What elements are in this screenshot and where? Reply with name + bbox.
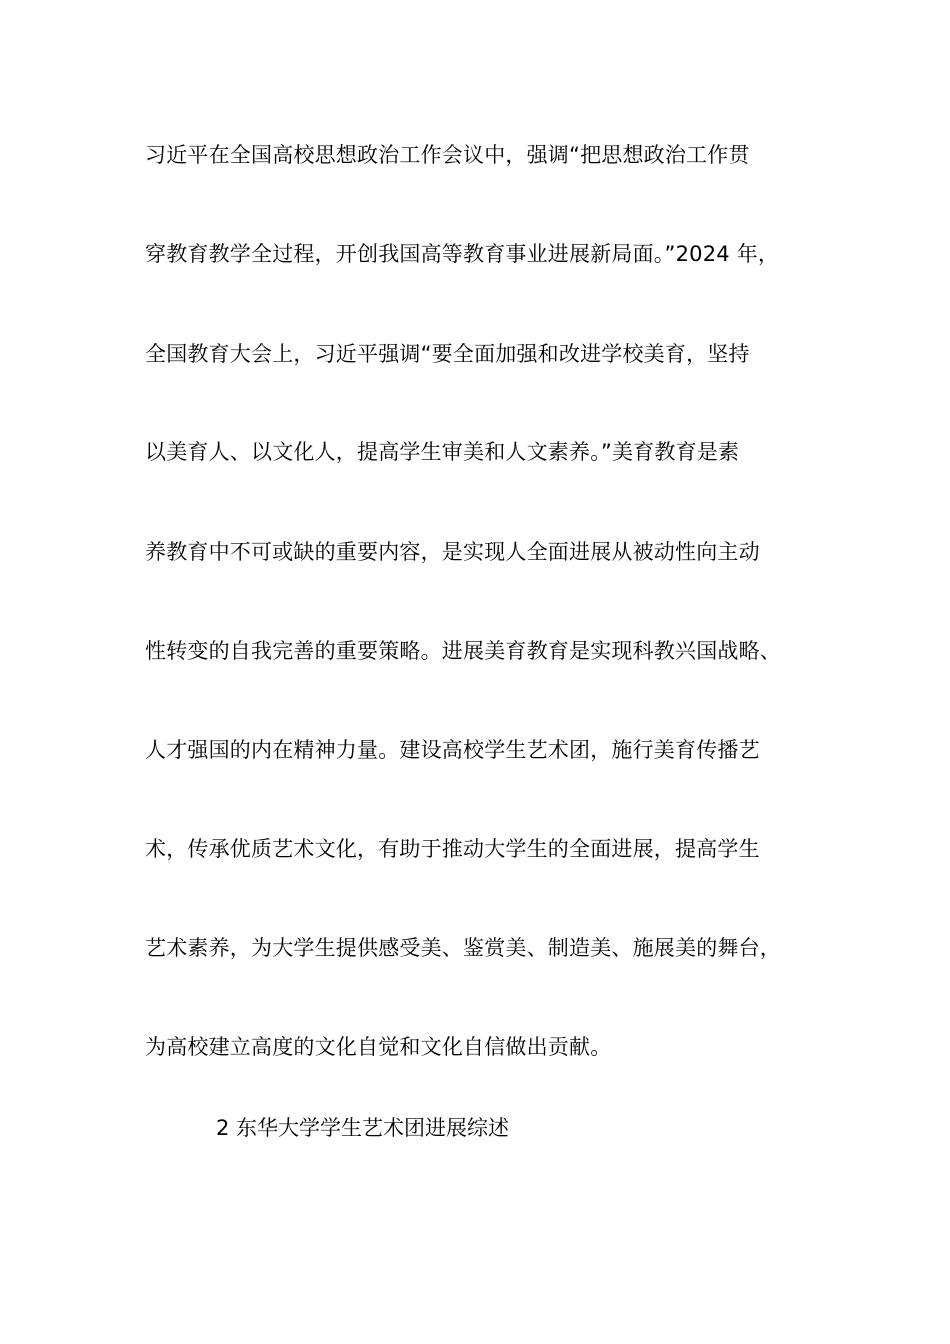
paragraph-line-5: 养教育中不可或缺的重要内容，是实现人全面进展从被动性向主动 bbox=[145, 540, 760, 564]
paragraph-line-6: 性转变的自我完善的重要策略。进展美育教育是实现科教兴国战略、 bbox=[145, 639, 781, 663]
section-heading: 2 东华大学学生艺术团进展综述 bbox=[216, 1116, 510, 1140]
paragraph-line-7: 人才强国的内在精神力量。建设高校学生艺术团，施行美育传播艺 bbox=[145, 738, 760, 762]
paragraph-line-4: 以美育人、以文化人，提高学生审美和人文素养。”美育教育是素 bbox=[145, 440, 740, 464]
paragraph-line-8: 术，传承优质艺术文化，有助于推动大学生的全面进展，提高学生 bbox=[145, 837, 760, 861]
paragraph-line-2: 穿教育教学全过程，开创我国高等教育事业进展新局面。”2024 年， bbox=[145, 242, 780, 266]
paragraph-line-9: 艺术素养，为大学生提供感受美、鉴赏美、制造美、施展美的舞台， bbox=[145, 936, 781, 960]
paragraph-line-3: 全国教育大会上，习近平强调“要全面加强和改进学校美育，坚持 bbox=[145, 342, 750, 366]
paragraph-line-1: 习近平在全国高校思想政治工作会议中，强调“把思想政治工作贯 bbox=[145, 143, 750, 167]
paragraph-line-10: 为高校建立高度的文化自觉和文化自信做出贡献。 bbox=[145, 1035, 612, 1059]
